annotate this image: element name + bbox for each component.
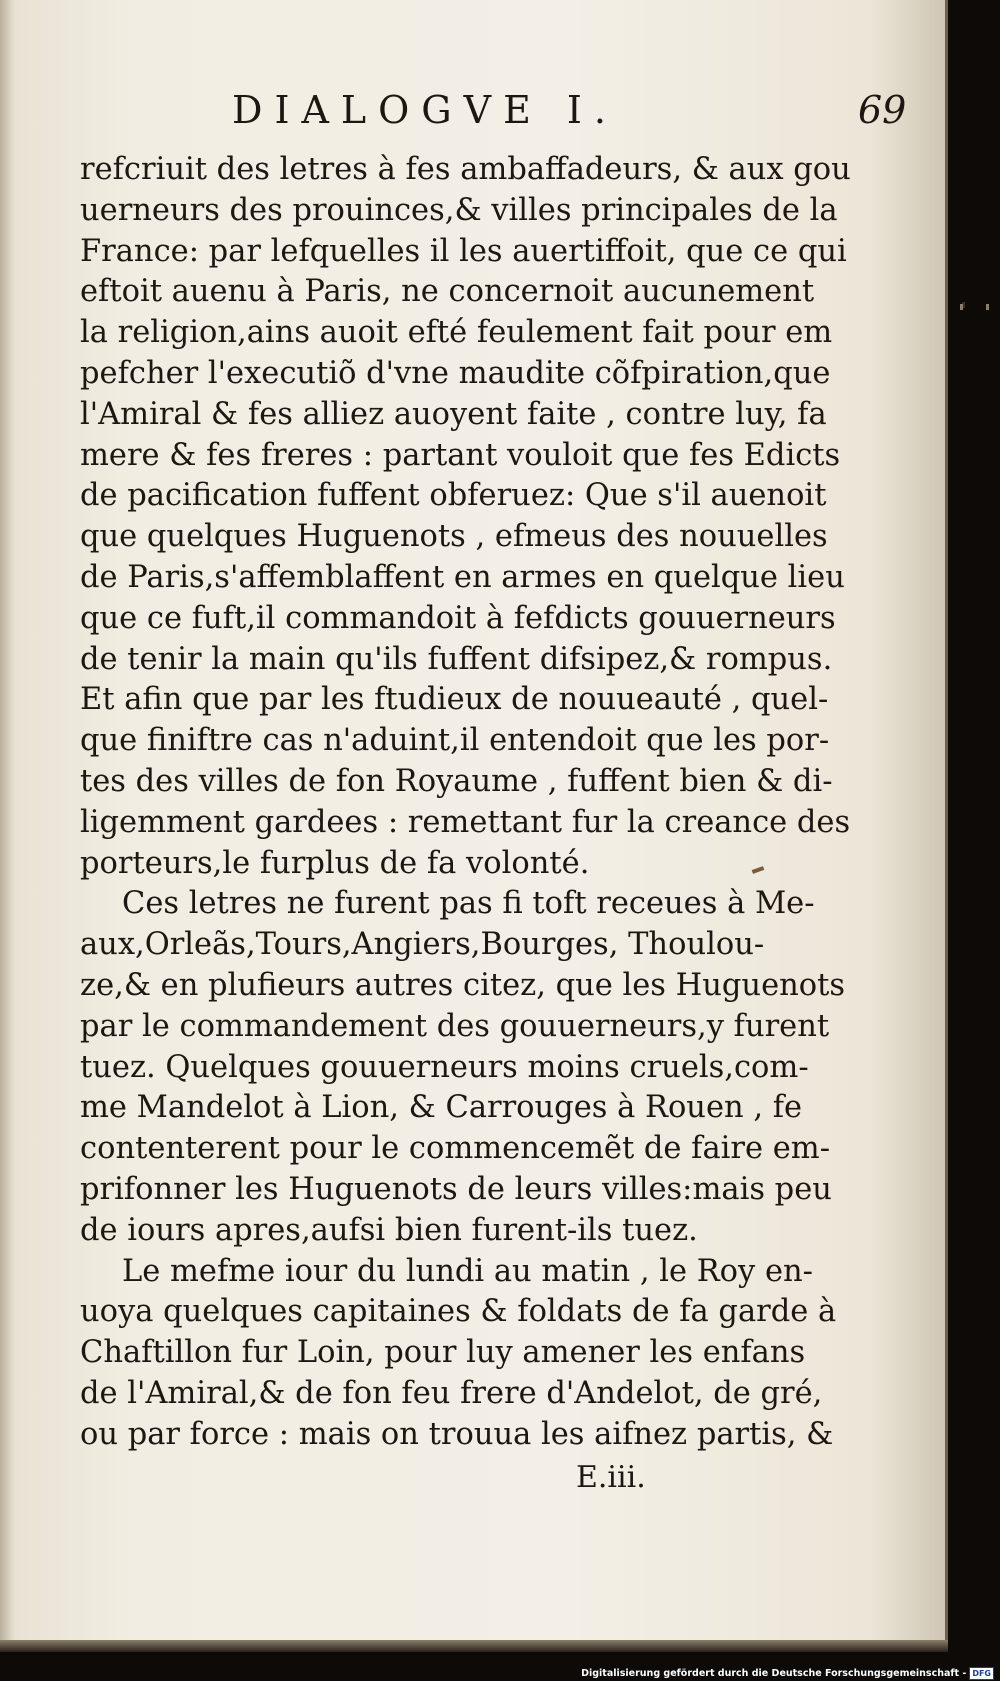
margin-speck — [986, 304, 989, 310]
text-line: Chaftillon fur Loin, pour luy amener les enfans — [80, 1335, 806, 1371]
text-line: eftoit auenu à Paris, ne concernoit aucunement — [80, 274, 815, 310]
text-line: par le commandement des gouuerneurs,y furent — [80, 1008, 830, 1044]
margin-speck — [960, 304, 963, 310]
text-line: mere & fes freres : partant vouloit que fes Edicts — [80, 437, 841, 473]
text-line: France: par lefquelles il les auertiffoit, que ce qui — [80, 233, 847, 269]
text-line: que finiftre cas n'aduint,il entendoit que les por- — [80, 723, 830, 759]
text-line: de Paris,s'affemblaffent en armes en quelque lieu — [80, 559, 845, 595]
text-line: uerneurs des prouinces,& villes principales de la — [80, 192, 838, 228]
paragraph-start-line: Le mefme iour du lundi au matin , le Roy en- — [122, 1253, 813, 1289]
text-line: ligemment gardees : remettant fur la creance des — [80, 804, 851, 840]
text-line: de pacification fuffent obferuez: Que s'il auenoit — [80, 478, 827, 514]
text-line: de iours apres,aufsi bien furent-ils tuez. — [80, 1212, 698, 1248]
running-title: DIALOGVE I. — [232, 88, 619, 132]
paragraph-start-line: Ces letres ne furent pas fi toft receues à Me- — [122, 886, 815, 922]
text-line: que quelques Huguenots , efmeus des nouuelles — [80, 519, 828, 555]
text-line: de l'Amiral,& de fon feu frere d'Andelot, de gré, — [80, 1375, 823, 1411]
text-line: ze,& en plufieurs autres citez, que les Huguenots — [80, 967, 846, 1003]
credit-text: Digitalisierung gefördert durch die Deutsche Forschungsgemeinschaft - — [581, 1667, 967, 1679]
page-number: 69 — [858, 88, 907, 132]
text-line: porteurs,le furplus de fa volonté. — [80, 845, 590, 881]
text-line: que ce fuft,il commandoit à fefdicts gouuerneurs — [80, 600, 836, 636]
text-line: aux,Orleãs,Tours,Angiers,Bourges, Thoulou- — [80, 927, 765, 963]
text-line: la religion,ains auoit efté feulement fait pour em — [80, 315, 833, 351]
text-line: l'Amiral & fes alliez auoyent faite , contre luy, fa — [80, 396, 827, 432]
text-line: uoya quelques capitaines & foldats de fa garde à — [80, 1294, 837, 1330]
text-line: tuez. Quelques gouuerneurs moins cruels,com- — [80, 1049, 809, 1085]
page-gutter-shadow — [0, 0, 14, 1648]
text-line: Et afin que par les ftudieux de nouueauté , quel- — [80, 682, 829, 718]
page-bottom-edge — [0, 1640, 948, 1652]
digitization-credit — [581, 1666, 994, 1680]
dfg-logo: DFG — [969, 1667, 994, 1680]
text-line: tes des villes de fon Royaume , fuffent bien & di- — [80, 763, 833, 799]
text-line: refcriuit des letres à fes ambaffadeurs, & aux gou — [80, 152, 851, 187]
text-line: contenterent pour le commencemẽt de faire em- — [80, 1131, 831, 1167]
body-text — [80, 150, 851, 1456]
text-line: prifonner les Huguenots de leurs villes:mais peu — [80, 1171, 832, 1207]
text-line: de tenir la main qu'ils fuffent difsipez,& rompus. — [80, 641, 833, 677]
text-line: ou par force : mais on trouua les aifnez partis, & — [80, 1416, 834, 1452]
text-line: me Mandelot à Lion, & Carrouges à Rouen , fe — [80, 1090, 803, 1126]
signature-mark: E.iii. — [576, 1460, 646, 1495]
text-line: pefcher l'executiõ d'vne maudite cõfpiration,que — [80, 355, 831, 391]
